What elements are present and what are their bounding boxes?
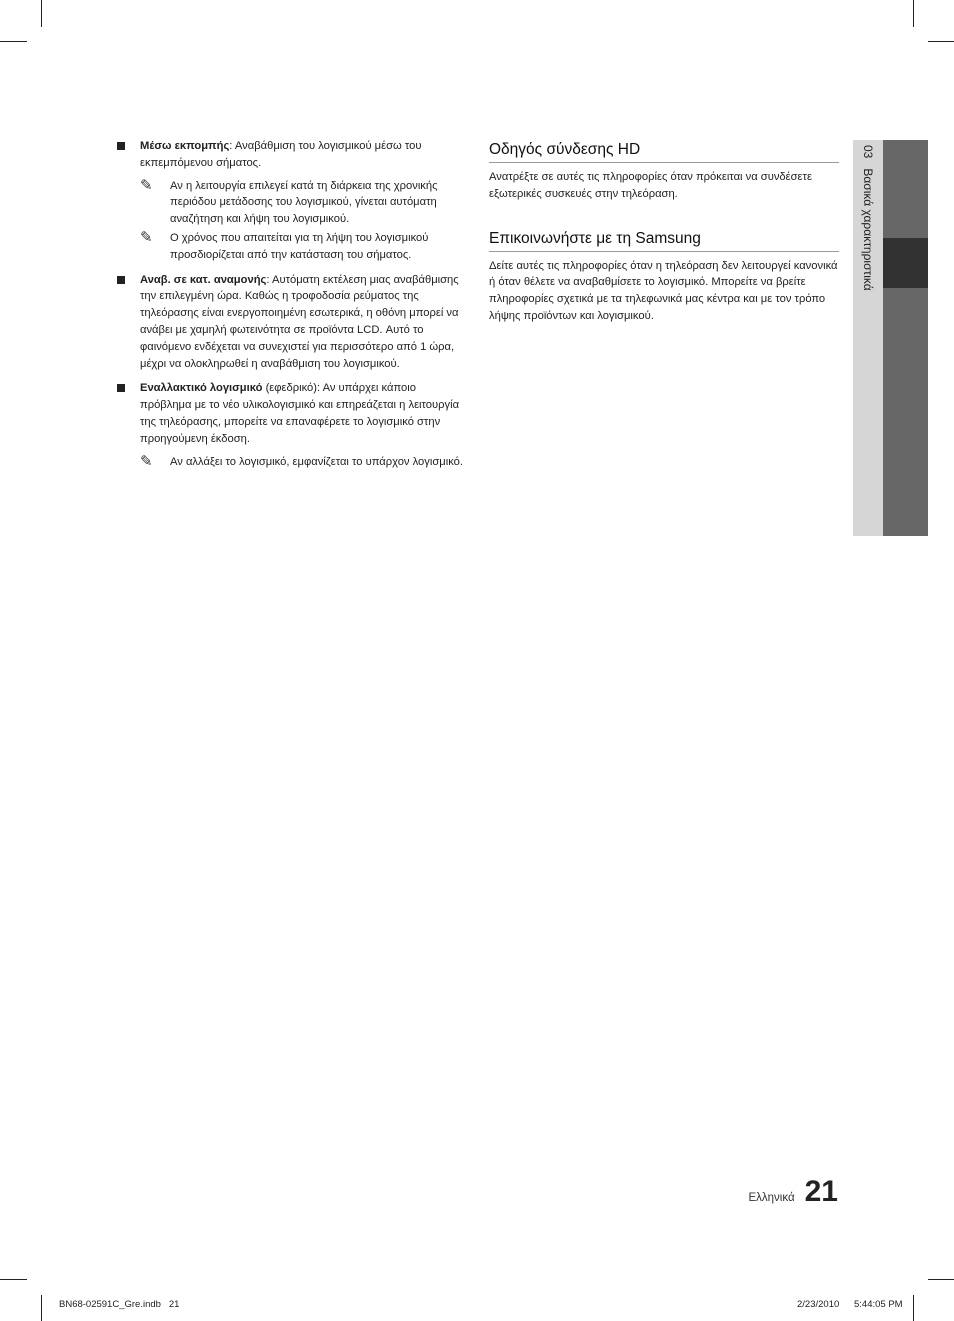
chapter-tab-label xyxy=(858,145,878,291)
bullet-term: Αναβ. σε κατ. αναμονής xyxy=(140,273,267,286)
slug-file: BN68-02591C_Gre.indb 21 xyxy=(59,1299,180,1310)
pencil-note-icon: ✎ xyxy=(140,176,153,194)
crop-mark xyxy=(928,41,954,42)
slug-time: 5:44:05 PM xyxy=(854,1299,903,1310)
square-bullet-icon xyxy=(117,384,125,392)
bullet-paragraph xyxy=(140,380,467,447)
crop-mark xyxy=(913,0,914,27)
crop-mark xyxy=(41,1295,42,1321)
bullet-paragraph xyxy=(140,138,467,172)
footer-language: Ελληνικά xyxy=(748,1192,795,1204)
bullet-text: Αυτόματη εκτέλεση μιας αναβάθμισης την επιλεγμένη ώρα. Καθώς η τροφοδοσία ρεύματος της τηλεόρασης είναι ενεργοποιημένη εσωτερικά, η οθόνη μπορεί να ανάβει με χαμηλή φωτεινότητα σε προϊόντα LCD. Αυτό το φαινόμενο ενδέχεται να συνεχιστεί για περισσότερο από 1 ώρα, μέχρι να ολοκληρωθεί η αναβάθμιση του λογισμικού. xyxy=(140,273,459,370)
note xyxy=(140,230,467,264)
bullet-text: Αναβάθμιση του λογισμικού μέσω του εκπεμπόμενου σήματος. xyxy=(140,140,422,169)
section-title-hd-connection-guide: Οδηγός σύνδεσης HD xyxy=(489,140,839,163)
section-body-hd-connection-guide: Ανατρέξτε σε αυτές τις πληροφορίες όταν πρόκειται να συνδέσετε εξωτερικές συσκευές στην τηλεόραση. xyxy=(489,171,812,200)
bullet-separator: : xyxy=(266,273,272,286)
right-column xyxy=(489,140,839,351)
page-number: 21 xyxy=(804,1175,838,1208)
square-bullet-icon xyxy=(117,142,125,150)
bullet-term: Εναλλακτικό λογισμικό xyxy=(140,382,263,395)
chapter-number: 03 xyxy=(861,145,875,159)
pencil-note-icon: ✎ xyxy=(140,452,153,470)
note-text: Αν αλλάξει το λογισμικό, εμφανίζεται το υπάρχον λογισμικό. xyxy=(170,455,463,468)
bullet-item xyxy=(117,138,467,172)
pencil-note-icon: ✎ xyxy=(140,228,153,246)
crop-mark xyxy=(41,0,42,27)
crop-mark xyxy=(913,1295,914,1321)
note-text: Ο χρόνος που απαιτείται για τη λήψη του λογισμικού προσδιορίζεται από την κατάσταση του σήματος. xyxy=(170,231,429,261)
bullet-item xyxy=(117,272,467,373)
bullet-paragraph xyxy=(140,272,467,373)
crop-mark xyxy=(0,1279,27,1280)
bullet-text: (εφεδρικό): Αν υπάρχει κάποιο πρόβλημα με το νέο υλικολογισμικό και επηρεάζεται η λειτουργία της τηλεόρασης, μπορείτε να επαναφέρετε το λογισμικό στην προηγούμενη έκδοση. xyxy=(140,382,460,445)
chapter-tab-marker xyxy=(883,238,928,288)
bullet-term: Μέσω εκπομπής xyxy=(140,140,230,152)
bullet-item xyxy=(117,380,467,447)
slug-date: 2/23/2010 xyxy=(797,1299,840,1310)
chapter-tab-band xyxy=(883,140,928,536)
note xyxy=(140,178,467,228)
crop-mark xyxy=(0,41,27,42)
bullet-separator: : xyxy=(229,140,235,152)
chapter-title: Βασικά χαρακτηριστικά xyxy=(861,168,875,291)
note-text: Αν η λειτουργία επιλεγεί κατά τη διάρκεια της χρονικής περιόδου μετάδοσης του λογισμικού, γίνεται αυτόματη αναζήτηση και λήψη του λογισμικού. xyxy=(170,179,438,226)
left-column xyxy=(117,138,467,472)
page-footer xyxy=(748,1176,838,1208)
crop-mark xyxy=(928,1279,954,1280)
section-body-contact-samsung: Δείτε αυτές τις πληροφορίες όταν η τηλεόραση δεν λειτουργεί κανονικά ή όταν θέλετε να αναβαθμίσετε το λογισμικό. Μπορείτε να βρείτε πληροφορίες σχετικά με τα τηλεφωνικά μας κέντρα και με τον τρόπο λήψης προϊόντων και λογισμικού. xyxy=(489,259,838,322)
section-title-contact-samsung: Επικοινωνήστε με τη Samsung xyxy=(489,229,839,252)
square-bullet-icon xyxy=(117,276,125,284)
note xyxy=(140,454,467,471)
